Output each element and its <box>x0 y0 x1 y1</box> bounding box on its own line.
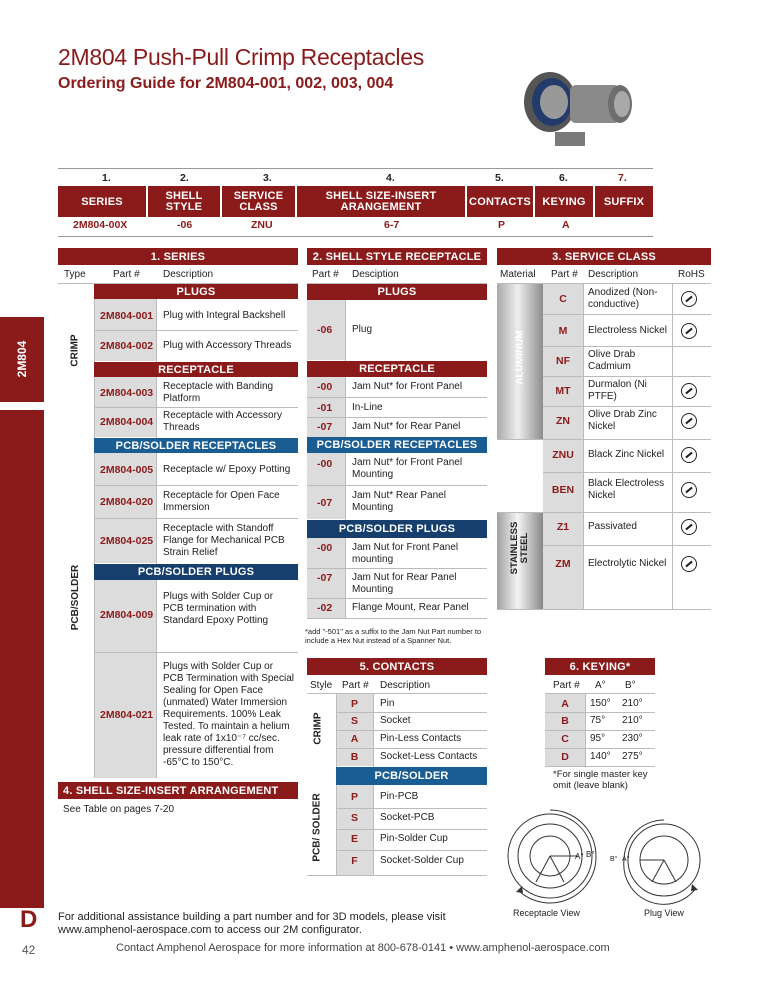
keying-a: 140° <box>590 751 611 762</box>
series-col-part: Part # <box>113 269 140 280</box>
series-desc: Plug with Integral Backshell <box>163 310 286 321</box>
summary-header-shell: SHELL STYLE <box>148 186 220 217</box>
contacts-pcb-label: PCB/ SOLDER <box>311 793 323 862</box>
contacts-part: S <box>350 812 358 824</box>
shell-part: -00 <box>317 458 333 470</box>
shell-desc: Jam Nut for Front Panel mounting <box>352 542 459 565</box>
series-part: 2M804-005 <box>100 464 154 476</box>
contacts-title: 5. CONTACTS <box>307 658 487 675</box>
summary-val: A <box>562 219 570 231</box>
service-col-rohs: RoHS <box>678 269 705 280</box>
contacts-part: B <box>350 751 359 763</box>
shell-col-desc: Desciption <box>352 269 399 280</box>
summary-header-size: SHELL SIZE-INSERT ARANGEMENT <box>297 186 465 217</box>
shell-part: -07 <box>317 497 333 509</box>
summary-num: 5. <box>495 172 504 184</box>
series-crimp-label: CRIMP <box>69 334 81 367</box>
shell-desc: Jam Nut* for Rear Panel <box>352 421 461 432</box>
series-desc: Receptacle with Banding Platform <box>163 381 274 404</box>
series-desc: Receptacle w/ Epoxy Potting <box>163 464 291 475</box>
contacts-pcb-band: PCB/SOLDER <box>336 767 487 785</box>
keying-b: 275° <box>622 751 643 762</box>
contacts-desc: Socket <box>380 715 411 726</box>
keying-part: C <box>561 733 569 745</box>
shell-part: -02 <box>317 602 333 614</box>
service-col-desc: Description <box>588 269 639 280</box>
shell-part: -00 <box>317 542 333 554</box>
series-pcb-rec-band: PCB/SOLDER RECEPTACLES <box>94 438 298 453</box>
contacts-col-desc: Description <box>380 680 431 691</box>
rohs-icon <box>681 291 697 307</box>
plug-b-label: B° <box>610 856 618 863</box>
contacts-desc: Pin <box>380 698 395 709</box>
series-desc: Plugs with Solder Cup or PCB Termination with Special Sealing for Open Face (unmated) Water Immersion Requirements. 100% Leak Tested. To maintain a helium leak rate of 1x10⁻⁷ cc/sec. pressure differential from -65°C to 150°C. <box>163 661 294 768</box>
shell-part: -07 <box>317 572 333 584</box>
rohs-icon <box>681 556 697 572</box>
service-desc: Olive Drab Cadmium <box>588 349 636 372</box>
service-desc: Passivated <box>588 521 637 532</box>
contacts-col-style: Style <box>310 680 333 691</box>
keying-b: 210° <box>622 715 643 726</box>
keying-title: 6. KEYING* <box>545 658 655 675</box>
page-number: 42 <box>22 943 36 957</box>
shell-part: -01 <box>317 402 333 414</box>
service-part: Z1 <box>556 521 570 533</box>
contacts-desc: Pin-Solder Cup <box>380 833 448 844</box>
page-title: 2M804 Push-Pull Crimp Receptacles <box>58 44 424 70</box>
series-pcb-label: PCB/SOLDER <box>70 564 81 631</box>
keying-a: 75° <box>590 715 606 726</box>
series-part: 2M804-002 <box>100 340 154 352</box>
keying-b: 210° <box>622 698 643 709</box>
contacts-part: P <box>350 791 358 803</box>
summary-header-series: SERIES <box>58 186 146 217</box>
keying-part: B <box>561 715 569 727</box>
summary-header-contacts: CONTACTS <box>467 186 533 217</box>
shell-title: 2. SHELL STYLE RECEPTACLE <box>307 248 487 265</box>
shell-pcb-plugs-band: PCB/SOLDER PLUGS <box>307 520 487 538</box>
keying-a: 150° <box>590 698 611 709</box>
service-part: BEN <box>551 484 575 496</box>
summary-val: -06 <box>177 219 193 231</box>
service-desc: Anodized (Non-conductive) <box>588 287 658 310</box>
summary-num: 2. <box>180 172 189 184</box>
service-desc: Electroless Nickel <box>588 325 667 336</box>
keying-a: 95° <box>590 733 606 744</box>
contacts-part: E <box>350 833 358 845</box>
plug-view-label: Plug View <box>644 908 684 918</box>
contacts-part: S <box>350 715 358 727</box>
summary-num: 6. <box>559 172 568 184</box>
series-desc: Plug with Accessory Threads <box>163 340 292 351</box>
summary-header-service: SERVICE CLASS <box>222 186 295 217</box>
aluminum-label: ALUMINUM <box>514 330 526 385</box>
keying-col-b: B° <box>625 680 636 691</box>
keying-col-part: Part # <box>553 680 580 691</box>
keying-col-a: A° <box>595 680 606 691</box>
service-desc: Black Zinc Nickel <box>588 449 665 460</box>
contacts-desc: Socket-Solder Cup <box>380 855 464 866</box>
series-part: 2M804-009 <box>100 609 154 621</box>
shell-pcb-rec-band: PCB/SOLDER RECEPTACLES <box>307 437 487 453</box>
rohs-icon <box>681 413 697 429</box>
summary-num: 7. <box>618 172 627 184</box>
shell-size-title: 4. SHELL SIZE-INSERT ARRANGEMENT <box>58 782 298 799</box>
contacts-part: P <box>350 698 358 710</box>
series-col-type: Type <box>64 269 86 280</box>
plug-a-label: A° <box>622 856 630 863</box>
summary-num: 4. <box>386 172 395 184</box>
series-part: 2M804-025 <box>100 535 154 547</box>
series-part: 2M804-001 <box>100 310 154 322</box>
summary-val: 6-7 <box>384 219 400 231</box>
summary-header-keying: KEYING <box>535 186 593 217</box>
service-desc: Black Electroless Nickel <box>588 478 665 501</box>
series-part: 2M804-021 <box>100 709 154 721</box>
shell-size-text: See Table on pages 7-20 <box>63 804 175 815</box>
assistance-text: For additional assistance building a part number and for 3D models, please visit www.amphenol-aerospace.com to access our 2M configurator. <box>58 911 446 936</box>
series-col-desc: Description <box>163 269 214 280</box>
keying-note: *For single master key omit (leave blank) <box>553 769 648 791</box>
summary-header-suffix: SUFFIX <box>595 186 653 217</box>
series-part: 2M804-020 <box>100 496 154 508</box>
shell-desc: Flange Mount, Rear Panel <box>352 602 469 613</box>
shell-desc: Plug <box>352 324 373 335</box>
shell-col-part: Part # <box>312 269 339 280</box>
rohs-icon <box>681 519 697 535</box>
contacts-part: A <box>350 733 359 745</box>
service-col-part: Part # <box>551 269 578 280</box>
service-desc: Electrolytic Nickel <box>588 558 667 569</box>
summary-num: 1. <box>102 172 111 184</box>
service-part: ZNU <box>552 449 574 461</box>
contacts-desc: Socket-PCB <box>380 812 435 823</box>
contacts-desc: Socket-Less Contacts <box>380 751 478 762</box>
rohs-icon <box>681 383 697 399</box>
series-desc: Receptacle with Standoff Flange for Mechanical PCB Strain Relief <box>163 523 285 558</box>
section-letter-text: D <box>20 906 38 933</box>
service-part: C <box>559 293 567 305</box>
shell-receptacle-band: RECEPTACLE <box>307 361 487 377</box>
stainless-label: STAINLESS STEEL <box>509 521 530 575</box>
service-title: 3. SERVICE CLASS <box>497 248 711 265</box>
shell-plugs-band: PLUGS <box>307 284 487 300</box>
receptacle-b-label: B° <box>586 850 595 859</box>
receptacle-view-label: Receptacle View <box>513 908 580 918</box>
rohs-icon <box>681 447 697 463</box>
series-title: 1. SERIES <box>58 248 298 265</box>
shell-note: *add "-501" as a suffix to the Jam Nut Part number to include a Hex Nut instead of a Spanner Nut. <box>305 627 482 645</box>
shell-part: -00 <box>317 381 333 393</box>
connector-image <box>500 40 650 155</box>
series-pcb-plugs-band: PCB/SOLDER PLUGS <box>94 564 298 580</box>
page-subtitle: Ordering Guide for 2M804-001, 002, 003, 004 <box>58 75 394 92</box>
summary-values <box>58 219 653 234</box>
series-desc: Receptacle for Open Face Immersion <box>163 490 280 513</box>
series-desc: Receptacle with Accessory Threads <box>163 410 282 433</box>
side-strip <box>0 410 44 930</box>
series-receptacle-band: RECEPTACLE <box>94 362 298 377</box>
summary-num: 3. <box>263 172 272 184</box>
shell-desc: Jam Nut* for Front Panel Mounting <box>352 457 463 480</box>
keying-part: A <box>561 698 569 710</box>
shell-desc: Jam Nut* Rear Panel Mounting <box>352 490 446 513</box>
contacts-desc: Pin-Less Contacts <box>380 733 462 744</box>
series-part: 2M804-003 <box>100 387 154 399</box>
service-part: NF <box>556 355 570 367</box>
contacts-col-part: Part # <box>342 680 369 691</box>
shell-desc: Jam Nut* for Front Panel <box>352 381 463 392</box>
receptacle-a-label: A° <box>575 852 584 861</box>
footer-contact: Contact Amphenol Aerospace for more information at 800-678-0141 • www.amphenol-aerospace.com <box>116 942 610 954</box>
rohs-icon <box>681 482 697 498</box>
summary-numbers <box>58 172 653 186</box>
shell-part: -06 <box>317 324 333 336</box>
contacts-crimp-label: CRIMP <box>312 712 324 745</box>
summary-val: ZNU <box>251 219 273 231</box>
keying-b: 230° <box>622 733 643 744</box>
summary-val: 2M804-00X <box>73 219 128 231</box>
shell-desc: In-Line <box>352 402 383 413</box>
service-part: M <box>558 325 568 337</box>
service-desc: Olive Drab Zinc Nickel <box>588 409 657 432</box>
series-part: 2M804-004 <box>100 416 154 428</box>
keying-part: D <box>561 751 569 763</box>
series-plugs-band: PLUGS <box>94 284 298 299</box>
shell-part: -07 <box>317 421 333 433</box>
service-part: MT <box>555 385 571 397</box>
service-col-material: Material <box>500 269 536 280</box>
side-tab-label: 2M804 <box>15 340 29 378</box>
contacts-desc: Pin-PCB <box>380 791 419 802</box>
contacts-part: F <box>351 855 358 867</box>
series-desc: Plugs with Solder Cup or PCB termination with Standard Epoxy Potting <box>163 591 274 626</box>
service-desc: Durmalon (Ni PTFE) <box>588 379 647 402</box>
service-part: ZM <box>555 558 571 570</box>
summary-val: P <box>498 219 506 231</box>
service-part: ZN <box>556 415 570 427</box>
shell-desc: Jam Nut for Rear Panel Mounting <box>352 572 457 595</box>
rohs-icon <box>681 323 697 339</box>
